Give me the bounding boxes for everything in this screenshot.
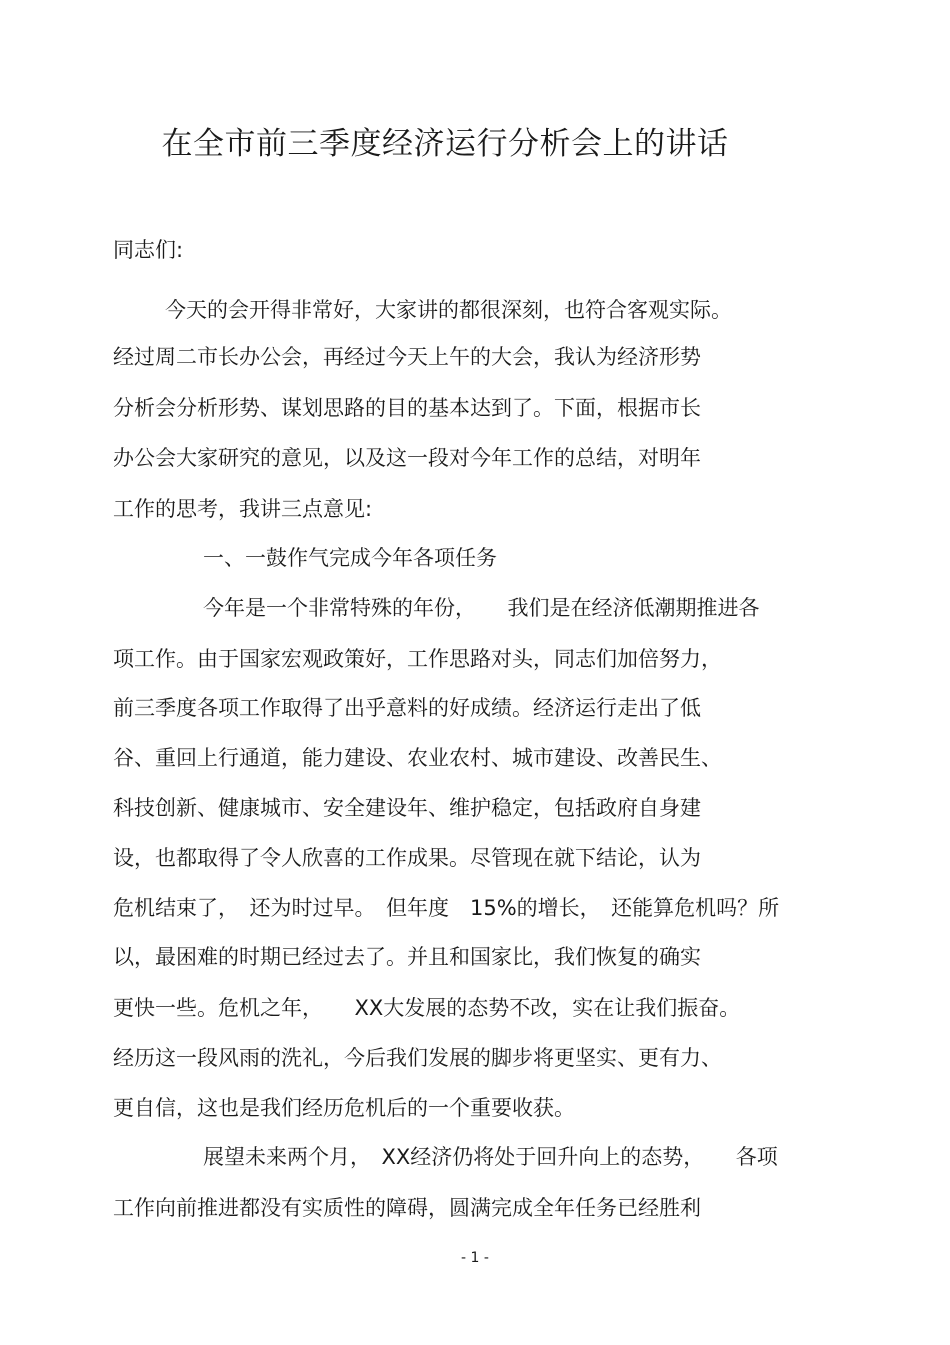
paragraph-line: 设，也都取得了令人欣喜的工作成果。尽管现在就下结论，认为 [113,846,701,870]
paragraph-line: 分析会分析形势、谋划思路的目的基本达到了。下面，根据市长 [113,396,701,420]
paragraph-line: 经历这一段风雨的洗礼，今后我们发展的脚步将更坚实、更有力、 [113,1046,722,1070]
paragraph-line: 前三季度各项工作取得了出乎意料的好成绩。经济运行走出了低 [113,696,701,720]
paragraph-line: 项工作。由于国家宏观政策好，工作思路对头，同志们加倍努力， [113,647,722,671]
paragraph-line: 今天的会开得非常好，大家讲的都很深刻，也符合客观实际。 [165,298,732,322]
paragraph-line: 更快一些。危机之年， XX大发展的态势不改，实在让我们振奋。 [113,996,741,1020]
document-title: 在全市前三季度经济运行分析会上的讲话 [161,126,729,162]
page-number: - 1 - [461,1250,489,1266]
salutation: 同志们: [113,238,184,262]
section-heading: 一、一鼓作气完成今年各项任务 [203,546,497,570]
paragraph-line: 以，最困难的时期已经过去了。并且和国家比，我们恢复的确实 [113,945,701,969]
paragraph-line: 科技创新、健康城市、安全建设年、维护稳定，包括政府自身建 [113,796,701,820]
paragraph-line: 经过周二市长办公会，再经过今天上午的大会，我认为经济形势 [113,345,701,369]
paragraph-line: 今年是一个非常特殊的年份， 我们是在经济低潮期推进各 [203,596,760,620]
paragraph-line: 展望未来两个月， XX经济仍将处于回升向上的态势， 各项 [203,1145,778,1169]
paragraph-line: 谷、重回上行通道，能力建设、农业农村、城市建设、改善民生、 [113,746,722,770]
paragraph-line: 危机结束了， 还为时过早。 但年度 15%的增长， 还能算危机吗？所 [113,896,780,920]
paragraph-line: 工作的思考，我讲三点意见: [113,497,373,521]
paragraph-line: 更自信，这也是我们经历危机后的一个重要收获。 [113,1096,575,1120]
paragraph-line: 工作向前推进都没有实质性的障碍，圆满完成全年任务已经胜利 [113,1196,701,1220]
paragraph-line: 办公会大家研究的意见，以及这一段对今年工作的总结，对明年 [113,446,701,470]
